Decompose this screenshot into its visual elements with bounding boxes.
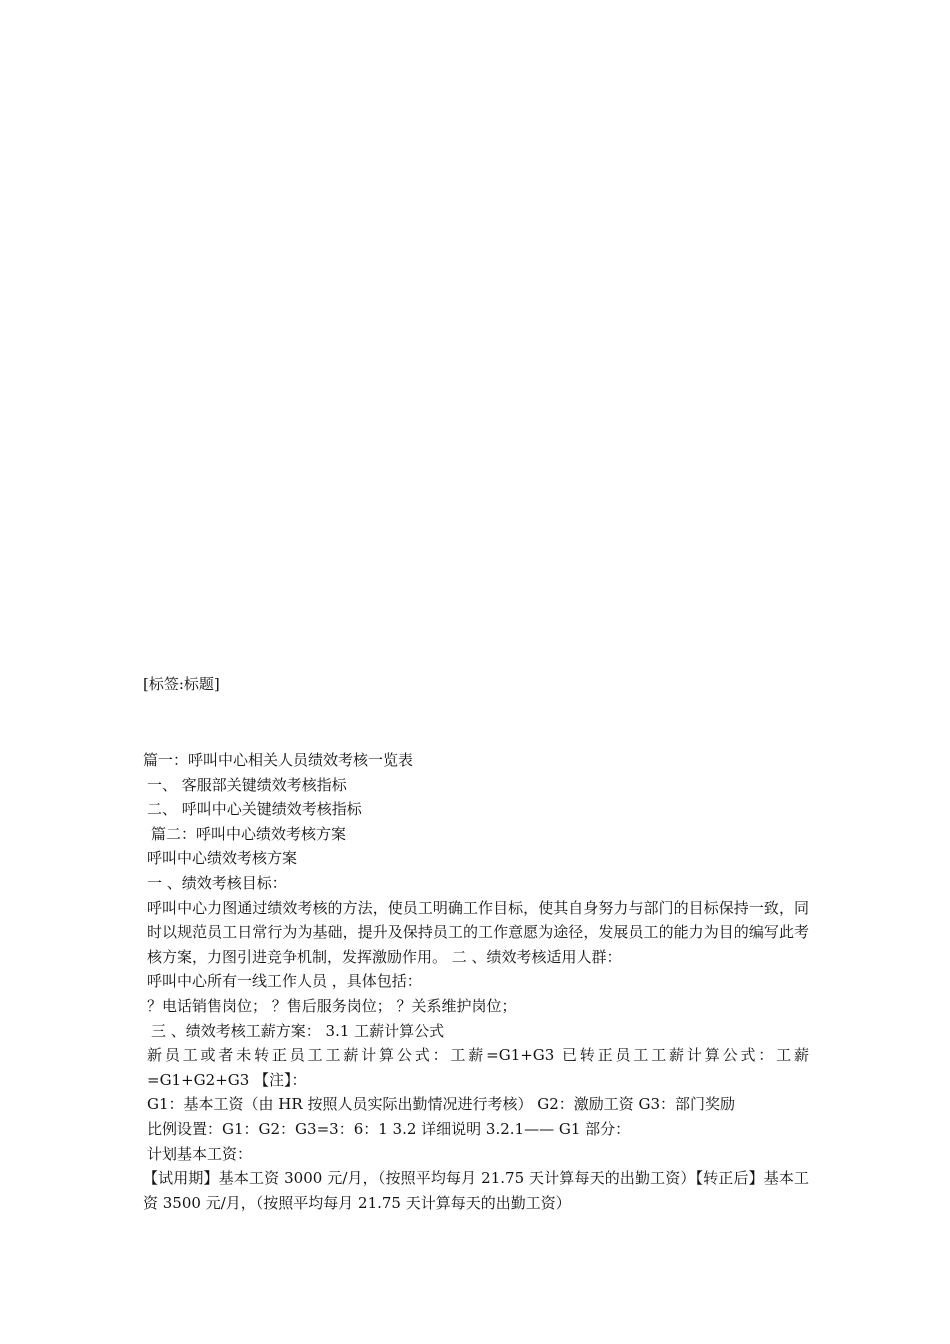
section-goal-heading: 一 、绩效考核目标： bbox=[147, 873, 287, 892]
paragraph-base-salary-detail: 【试用期】基本工资 3000 元/月，（按照平均每月 21.75 天计算每天的出勤工资）【转正后】基本工资 3500 元/月，（按照平均每月 21.75 天计算每天的出勤工资） bbox=[143, 1169, 809, 1212]
paragraph-base-salary-heading: 计划基本工资： bbox=[147, 1144, 253, 1163]
tag-label: [标签:标题] bbox=[143, 675, 220, 693]
plan-title: 呼叫中心绩效考核方案 bbox=[147, 849, 298, 868]
paragraph-goal: 呼叫中心力图通过绩效考核的方法，使员工明确工作目标，使其自身努力与部门的目标保持一致，同时以规范员工日常行为为基础，提升及保持员工的工作意愿为途径，发展员工的能力为目的编写此考核方案，力图引进竞争机制，发挥激励作用。 二 、绩效考核适用人群： bbox=[147, 898, 809, 966]
paragraph-salary-formula: 新员工或者未转正员工工薪计算公式：工薪=G1+G3 已转正员工工薪计算公式：工薪=G1+G2+G3 【注】： bbox=[147, 1046, 809, 1089]
section-customer-service-kpi: 一、 客服部关键绩效考核指标 bbox=[147, 775, 347, 794]
paragraph-scope: 呼叫中心所有一线工作人员 ，具体包括： bbox=[147, 972, 422, 991]
section-salary-heading: 三 、绩效考核工薪方案： 3.1 工薪计算公式 bbox=[151, 1021, 445, 1040]
paragraph-g-definitions: G1：基本工资（由 HR 按照人员实际出勤情况进行考核） G2：激励工资 G3：部门奖励 bbox=[147, 1095, 736, 1114]
heading-part-two: 篇二：呼叫中心绩效考核方案 bbox=[151, 824, 347, 843]
heading-part-one: 篇一：呼叫中心相关人员绩效考核一览表 bbox=[143, 751, 414, 769]
document-body bbox=[143, 748, 809, 1215]
section-call-center-kpi: 二、 呼叫中心关键绩效考核指标 bbox=[147, 800, 362, 819]
paragraph-positions: ？电话销售岗位； ？售后服务岗位； ？关系维护岗位； bbox=[147, 996, 517, 1015]
paragraph-ratio: 比例设置：G1：G2：G3=3：6：1 3.2 详细说明 3.2.1—— G1 部分： bbox=[147, 1119, 631, 1138]
